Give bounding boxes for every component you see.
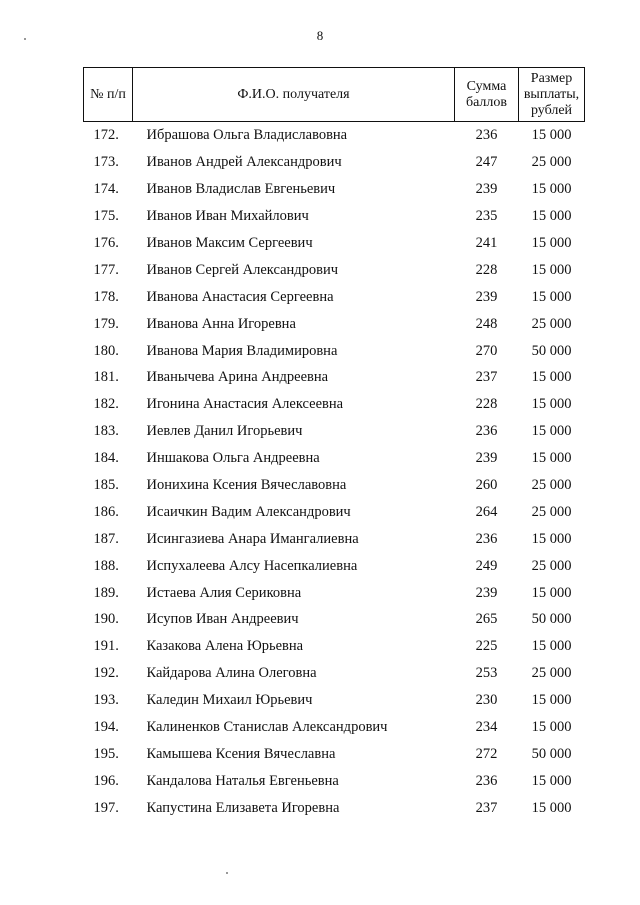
score-sum: 237	[475, 369, 498, 386]
recipient-name: Иванов Сергей Александрович	[146, 261, 339, 278]
recipient-name: Иншакова Ольга Андреевна	[146, 450, 320, 467]
payment-amount: 25 000	[531, 154, 572, 171]
recipient-name: Истаева Алия Сериковна	[146, 584, 302, 601]
table-row	[84, 606, 585, 633]
recipient-name: Каледин Михаил Юрьевич	[146, 692, 313, 709]
table-row	[84, 364, 585, 391]
payment-amount: 25 000	[531, 665, 572, 682]
payment-amount: 15 000	[531, 288, 572, 305]
table-row	[84, 176, 585, 203]
score-sum: 239	[475, 181, 498, 198]
score-sum: 237	[475, 799, 498, 816]
payment-amount: 25 000	[531, 315, 572, 332]
recipient-name: Исингазиева Анара Имангалиевна	[146, 530, 359, 547]
row-number: 174.	[93, 181, 119, 198]
header-num: № п/п	[84, 68, 133, 122]
payment-amount: 15 000	[531, 772, 572, 789]
table-row	[84, 391, 585, 418]
recipient-name: Исаичкин Вадим Александрович	[146, 503, 351, 520]
row-number: 187.	[93, 530, 119, 547]
table-row	[84, 256, 585, 283]
payment-amount: 50 000	[531, 342, 572, 359]
row-number: 175.	[93, 208, 119, 225]
row-number: 178.	[93, 288, 119, 305]
row-number: 191.	[93, 638, 119, 655]
table-row	[84, 418, 585, 445]
recipient-name: Иванов Максим Сергеевич	[146, 235, 313, 251]
payment-amount: 15 000	[531, 530, 572, 547]
score-sum: 239	[475, 584, 498, 601]
payment-amount: 15 000	[531, 638, 572, 655]
recipient-name: Кайдарова Алина Олеговна	[146, 665, 317, 682]
payment-amount: 15 000	[531, 692, 572, 709]
row-number: 189.	[93, 584, 119, 601]
page-number: 8	[316, 28, 324, 43]
header-score: Сумма баллов	[455, 68, 519, 122]
table-body	[84, 122, 585, 822]
table-row	[84, 445, 585, 472]
row-number: 183.	[93, 423, 119, 440]
row-number: 172.	[93, 127, 119, 144]
row-number: 185.	[93, 477, 119, 494]
row-number: 193.	[93, 692, 119, 709]
table-row	[84, 525, 585, 552]
header-payment: Размер выплаты, рублей	[519, 68, 585, 122]
score-sum: 265	[475, 611, 498, 628]
score-sum: 249	[475, 557, 498, 574]
row-number: 192.	[93, 665, 119, 682]
payment-amount: 15 000	[531, 127, 572, 144]
recipient-name: Иванов Владислав Евгеньевич	[146, 181, 336, 198]
score-sum: 236	[475, 127, 498, 144]
score-sum: 228	[475, 396, 498, 413]
row-number: 196.	[93, 772, 119, 789]
payment-amount: 15 000	[531, 450, 572, 467]
row-number: 194.	[93, 719, 119, 736]
recipient-name: Казакова Алена Юрьевна	[146, 638, 304, 655]
payment-amount: 15 000	[531, 719, 572, 736]
table-row	[84, 794, 585, 821]
payment-amount: 15 000	[531, 423, 572, 440]
score-sum: 228	[475, 261, 498, 278]
recipient-name: Ибрашова Ольга Владиславовна	[146, 127, 348, 144]
row-number: 180.	[93, 342, 119, 359]
row-number: 177.	[93, 261, 119, 278]
payment-amount: 15 000	[531, 584, 572, 601]
recipient-name: Иванов Иван Михайлович	[146, 208, 309, 225]
recipient-name: Иванова Анастасия Сергеевна	[146, 288, 334, 305]
payment-amount: 50 000	[531, 745, 572, 762]
table-row	[84, 714, 585, 741]
table-row	[84, 498, 585, 525]
score-sum: 270	[475, 342, 498, 359]
table-row	[84, 122, 585, 149]
payment-amount: 25 000	[531, 503, 572, 520]
score-sum: 253	[475, 665, 498, 682]
recipient-name: Камышева Ксения Вячеславна	[146, 745, 336, 762]
table-row	[84, 740, 585, 767]
recipient-name: Капустина Елизавета Игоревна	[146, 799, 340, 816]
payment-amount: 15 000	[531, 208, 572, 225]
score-sum: 236	[475, 530, 498, 547]
score-sum: 241	[475, 235, 498, 251]
table-row	[84, 633, 585, 660]
recipient-name: Кандалова Наталья Евгеньевна	[146, 772, 339, 789]
score-sum: 234	[475, 719, 498, 736]
row-number: 190.	[93, 611, 119, 628]
score-sum: 230	[475, 692, 498, 709]
score-sum: 248	[475, 315, 498, 332]
table-row	[84, 767, 585, 794]
scan-speck-bottom	[226, 872, 228, 874]
payment-amount: 15 000	[531, 799, 572, 816]
score-sum: 239	[475, 450, 498, 467]
recipient-name: Иванова Анна Игоревна	[146, 315, 296, 332]
payment-amount: 15 000	[531, 181, 572, 198]
payment-amount: 15 000	[531, 235, 572, 251]
table-header	[84, 68, 585, 122]
header-row	[84, 68, 585, 122]
table-row	[84, 203, 585, 230]
header-name: Ф.И.О. получателя	[133, 68, 455, 122]
recipient-name: Калиненков Станислав Александрович	[146, 719, 388, 736]
payment-amount: 15 000	[531, 261, 572, 278]
row-number: 186.	[93, 503, 119, 520]
recipient-name: Иванова Мария Владимировна	[146, 342, 338, 359]
payment-amount: 15 000	[531, 369, 572, 386]
score-sum: 260	[475, 477, 498, 494]
score-sum: 235	[475, 208, 498, 225]
score-sum: 236	[475, 423, 498, 440]
table-row	[84, 149, 585, 176]
table-row	[84, 337, 585, 364]
row-number: 173.	[93, 154, 119, 171]
table-row	[84, 660, 585, 687]
recipient-name: Иванычева Арина Андреевна	[146, 369, 329, 386]
recipient-name: Игонина Анастасия Алексеевна	[146, 396, 344, 413]
score-sum: 247	[475, 154, 498, 171]
table-row	[84, 552, 585, 579]
table-row	[84, 579, 585, 606]
recipients-table	[83, 67, 585, 821]
payment-amount: 25 000	[531, 477, 572, 494]
score-sum: 264	[475, 503, 498, 520]
table-row	[84, 230, 585, 257]
row-number: 184.	[93, 450, 119, 467]
payment-amount: 50 000	[531, 611, 572, 628]
payment-amount: 25 000	[531, 557, 572, 574]
recipient-name: Ионихина Ксения Вячеславовна	[146, 477, 347, 494]
row-number: 182.	[93, 396, 119, 413]
row-number: 181.	[93, 369, 119, 386]
score-sum: 239	[475, 288, 498, 305]
recipient-name: Исупов Иван Андреевич	[146, 611, 299, 628]
row-number: 188.	[93, 557, 119, 574]
row-number: 176.	[93, 235, 119, 251]
row-number: 179.	[93, 315, 119, 332]
row-number: 197.	[93, 799, 119, 816]
score-sum: 272	[475, 745, 498, 762]
recipient-name: Иевлев Данил Игорьевич	[146, 423, 303, 440]
recipient-name: Иванов Андрей Александрович	[146, 154, 342, 171]
table-row	[84, 687, 585, 714]
score-sum: 236	[475, 772, 498, 789]
score-sum: 225	[475, 638, 498, 655]
row-number: 195.	[93, 745, 119, 762]
table-row	[84, 310, 585, 337]
table-row	[84, 472, 585, 499]
recipient-name: Испухалеева Алсу Насепкалиевна	[146, 557, 358, 574]
payment-amount: 15 000	[531, 396, 572, 413]
scan-speck	[24, 38, 26, 40]
table-row	[84, 283, 585, 310]
